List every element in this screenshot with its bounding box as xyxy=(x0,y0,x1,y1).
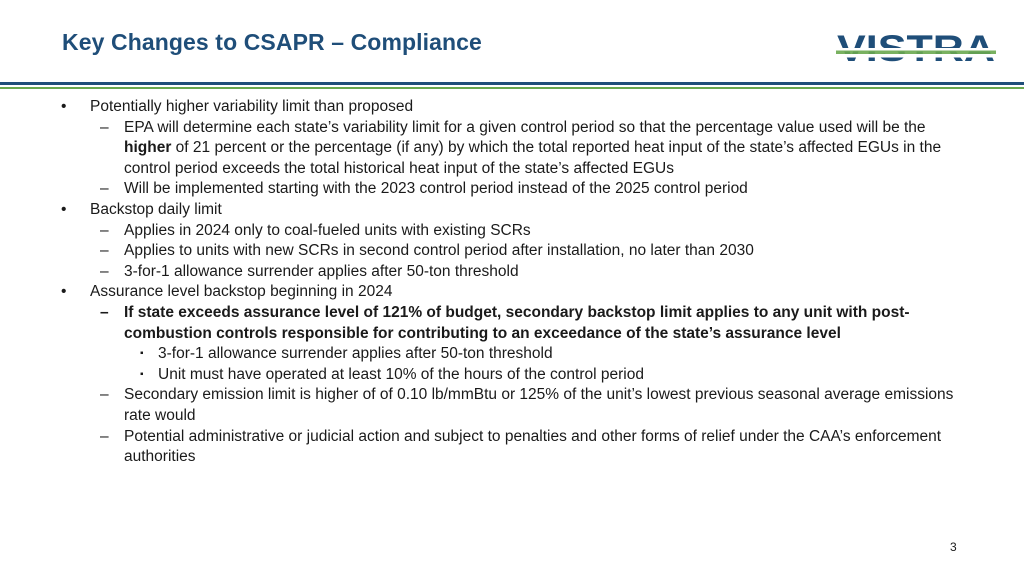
subbullet-assurance-exceedance xyxy=(0,303,1024,344)
bullet-assurance-level-backstop xyxy=(0,282,1024,303)
subbullet-text-bold: higher xyxy=(124,139,172,157)
subsubbullet-text: 3-for-1 allowance surrender applies after 50-ton threshold xyxy=(158,345,553,363)
subbullet-text: Potential administrative or judicial action and subject to penalties and other forms of relief under the CAA’s enforcement authorities xyxy=(124,427,942,466)
subbullet-text-post: of 21 percent or the percentage (if any) by which the total reported heat input of the state’s affected EGUs in the control period exceeds the total historical heat input of the state’s affected EGUs xyxy=(124,139,942,177)
subsubbullet-allowance-surrender xyxy=(0,344,1024,365)
bullet-backstop-daily-limit xyxy=(0,200,1024,221)
vistra-logo xyxy=(836,30,996,66)
slide-body xyxy=(0,97,1024,468)
header-rule-blue xyxy=(0,82,1024,85)
subbullet-coal-units-2024 xyxy=(0,221,1024,242)
bullet-marker: • xyxy=(61,200,67,218)
bullet-marker: • xyxy=(61,283,67,301)
bullet-marker: • xyxy=(61,98,67,115)
slide-title: Key Changes to CSAPR – Compliance xyxy=(62,29,482,55)
bullet-text: Potentially higher variability limit than proposed xyxy=(90,98,414,115)
header-rule-green xyxy=(0,87,1024,89)
subbullet-secondary-emission-limit xyxy=(0,385,1024,426)
subbullet-text: 3-for-1 allowance surrender applies after 50-ton threshold xyxy=(124,262,519,280)
subbullet-marker: – xyxy=(100,303,109,321)
subbullet-marker: – xyxy=(100,180,109,198)
subbullet-allowance-surrender xyxy=(0,262,1024,283)
subbullet-text: Applies in 2024 only to coal-fueled units with existing SCRs xyxy=(124,221,531,239)
subsubbullet-operating-hours xyxy=(0,365,1024,386)
subsubbullet-text: Unit must have operated at least 10% of the hours of the control period xyxy=(158,365,644,383)
subbullet-marker: – xyxy=(100,118,109,136)
subbullet-marker: – xyxy=(100,427,109,445)
subbullet-enforcement xyxy=(0,427,1024,468)
subbullet-implementation-2023 xyxy=(0,179,1024,200)
subbullet-text: Will be implemented starting with the 2023 control period instead of the 2025 control period xyxy=(124,180,748,198)
subsubbullet-marker: ▪ xyxy=(140,348,144,360)
subbullet-epa-determination xyxy=(0,118,1024,180)
subbullet-text: If state exceeds assurance level of 121% of budget, secondary backstop limit applies to any unit with post-combustion controls responsible for contributing to an exceedance of the state’s assurance level xyxy=(124,303,910,342)
subbullet-text: Applies to units with new SCRs in second control period after installation, no later than 2030 xyxy=(124,242,754,260)
subbullet-marker: – xyxy=(100,262,109,280)
subsubbullet-marker: ▪ xyxy=(140,368,144,380)
subbullet-marker: – xyxy=(100,242,109,260)
vistra-logo-stripe xyxy=(836,54,996,58)
vistra-logo-green-band xyxy=(836,51,996,55)
bullet-text: Backstop daily limit xyxy=(90,200,222,218)
bullet-text: Assurance level backstop beginning in 2024 xyxy=(90,283,393,301)
subbullet-marker: – xyxy=(100,386,109,404)
subbullet-marker: – xyxy=(100,221,109,239)
subbullet-text: Secondary emission limit is higher of of 0.10 lb/mmBtu or 125% of the unit’s lowest previous seasonal average emissions rate would xyxy=(124,386,954,424)
subbullet-text-pre: EPA will determine each state’s variability limit for a given control period so that the percentage value used will be the xyxy=(124,118,926,136)
subbullet-new-scrs xyxy=(0,241,1024,262)
bullet-variability-limit xyxy=(0,97,1024,118)
page-number: 3 xyxy=(950,540,957,554)
